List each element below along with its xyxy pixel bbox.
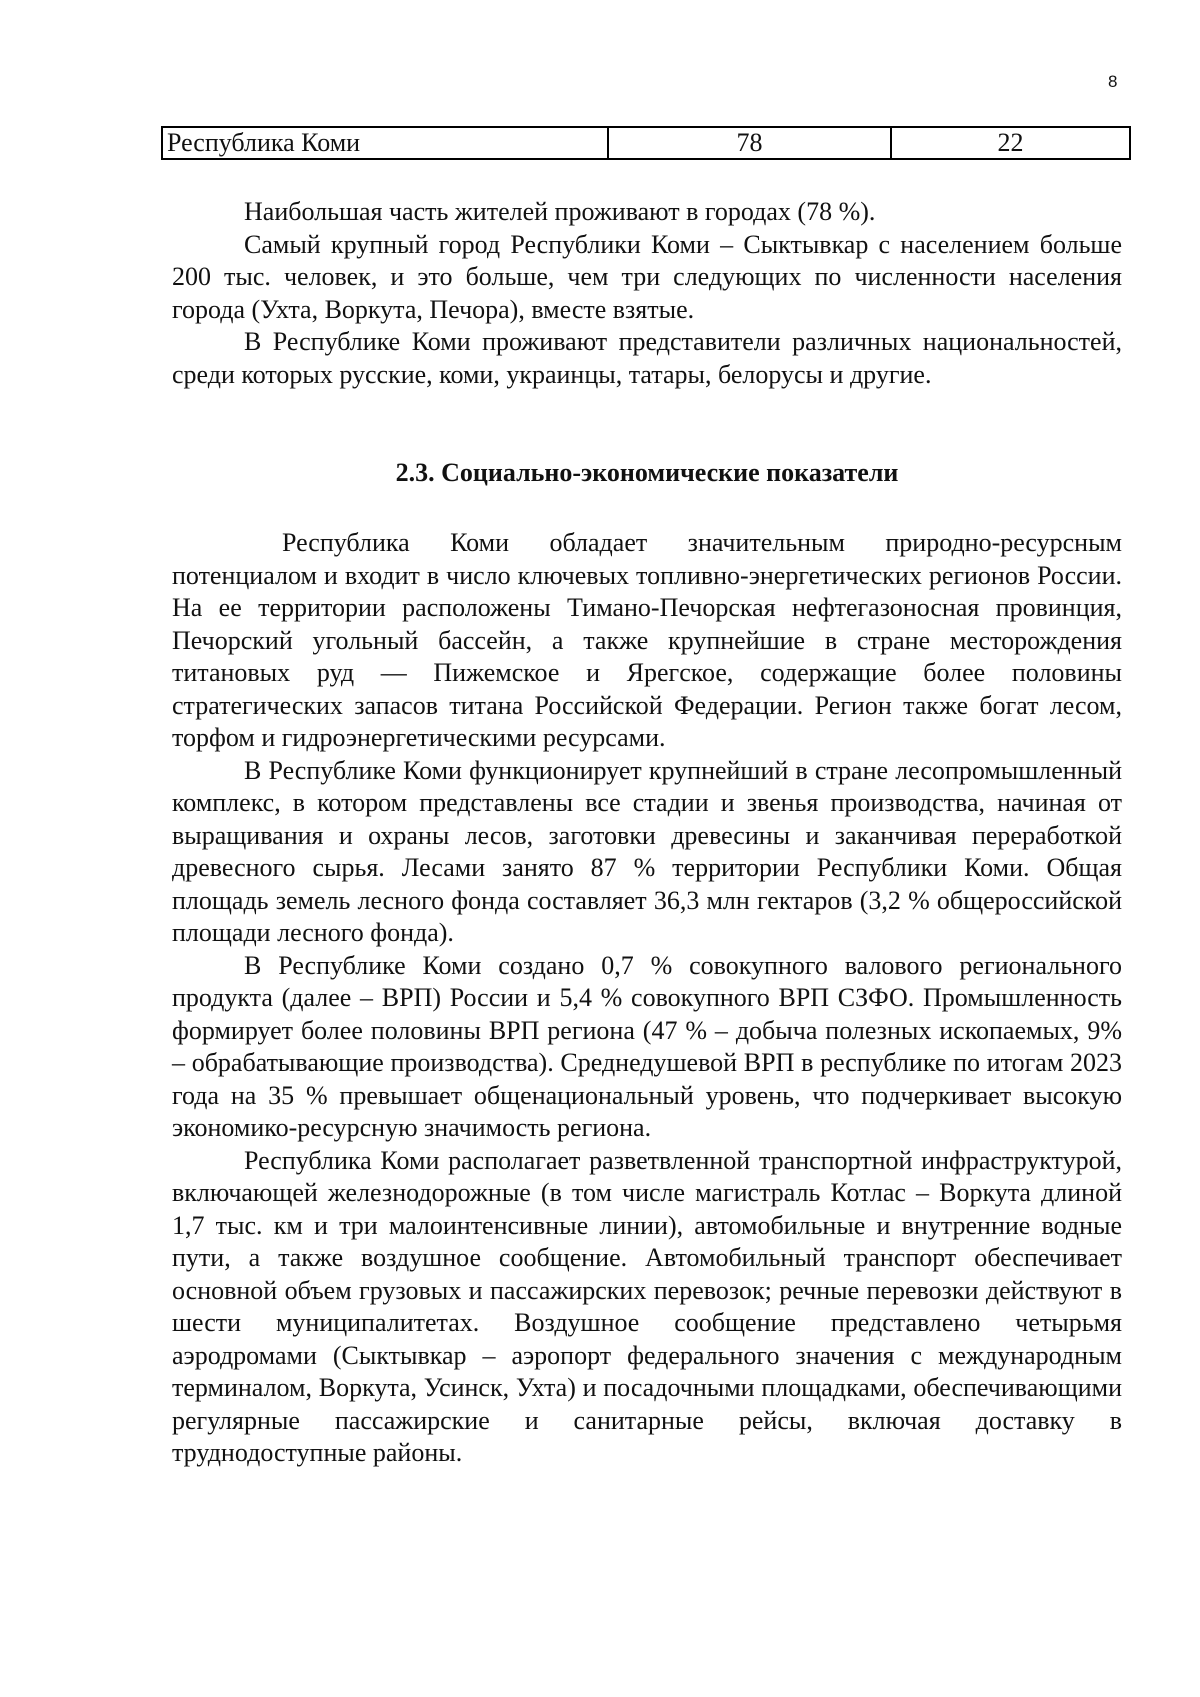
paragraph: Республика Коми обладает значительным природно-ресурсным потенциалом и входит в число ключевых топливно-энергетических регионов России. На ее территории расположены Тимано-Печорская нефтегазоносная провинция, Печорский угольный бассейн, а также крупнейшие в стране месторождения титановых руд — Пижемское и Ярегское, содержащие более половины стратегических запасов титана Российской Федерации. Регион также богат лесом, торфом и гидроэнергетическими ресурсами. xyxy=(172,528,1122,752)
section-heading: 2.3. Социально-экономические показатели xyxy=(395,458,899,487)
paragraph: В Республике Коми создано 0,7 % совокупного валового регионального продукта (далее – ВРП) России и 5,4 % совокупного ВРП СЗФО. Промышленность формирует более половины ВРП региона (47 % – добыча полезных ископаемых, 9% – обрабатывающие производства). Среднедушевой ВРП в республике по итогам 2023 года на 35 % превышает общенациональный уровень, что подчеркивает высокую экономико-ресурсную значимость региона. xyxy=(172,950,1122,1142)
section-text xyxy=(172,527,1122,1470)
table-cell-region: Республика Коми xyxy=(162,127,608,159)
paragraph: Наибольшая часть жителей проживают в городах (78 %). xyxy=(244,197,876,226)
table-cell-rural-share: 22 xyxy=(891,127,1130,159)
paragraph: Самый крупный город Республики Коми – Сыктывкар с населением больше 200 тыс. человек, и это больше, чем три следующих по численности населения города (Ухта, Воркута, Печора), вместе взятые. xyxy=(172,229,1122,324)
paragraph: В Республике Коми функционирует крупнейший в стране лесопромышленный комплекс, в котором представлены все стадии и звенья производства, начиная от выращивания и охраны лесов, заготовки древесины и заканчивая переработкой древесного сырья. Лесами занято 87 % территории Республики Коми. Общая площадь земель лесного фонда составляет 36,3 млн гектаров (3,2 % общероссийской площади лесного фонда). xyxy=(172,755,1122,947)
paragraph: В Республике Коми проживают представители различных национальностей, среди которых русские, коми, украинцы, татары, белорусы и другие. xyxy=(172,327,1122,389)
table-row xyxy=(162,127,1130,159)
population-table xyxy=(161,126,1131,160)
paragraph: Республика Коми располагает разветвленной транспортной инфраструктурой, включающей железнодорожные (в том числе магистраль Котлас – Воркута длиной 1,7 тыс. км и три малоинтенсивные линии), автомобильные и внутренние водные пути, а также воздушное сообщение. Автомобильный транспорт обеспечивает основной объем грузовых и пассажирских перевозок; речные перевозки действуют в шести муниципалитетах. Воздушное сообщение представлено четырьмя аэродромами (Сыктывкар – аэропорт федерального значения с международным терминалом, Воркута, Усинск, Ухта) и посадочными площадками, обеспечивающими регулярные пассажирские и санитарные рейсы, включая доставку в труднодоступные районы. xyxy=(172,1145,1122,1467)
population-text xyxy=(172,196,1122,391)
table-cell-urban-share: 78 xyxy=(608,127,891,159)
page-number: 8 xyxy=(1108,72,1118,91)
